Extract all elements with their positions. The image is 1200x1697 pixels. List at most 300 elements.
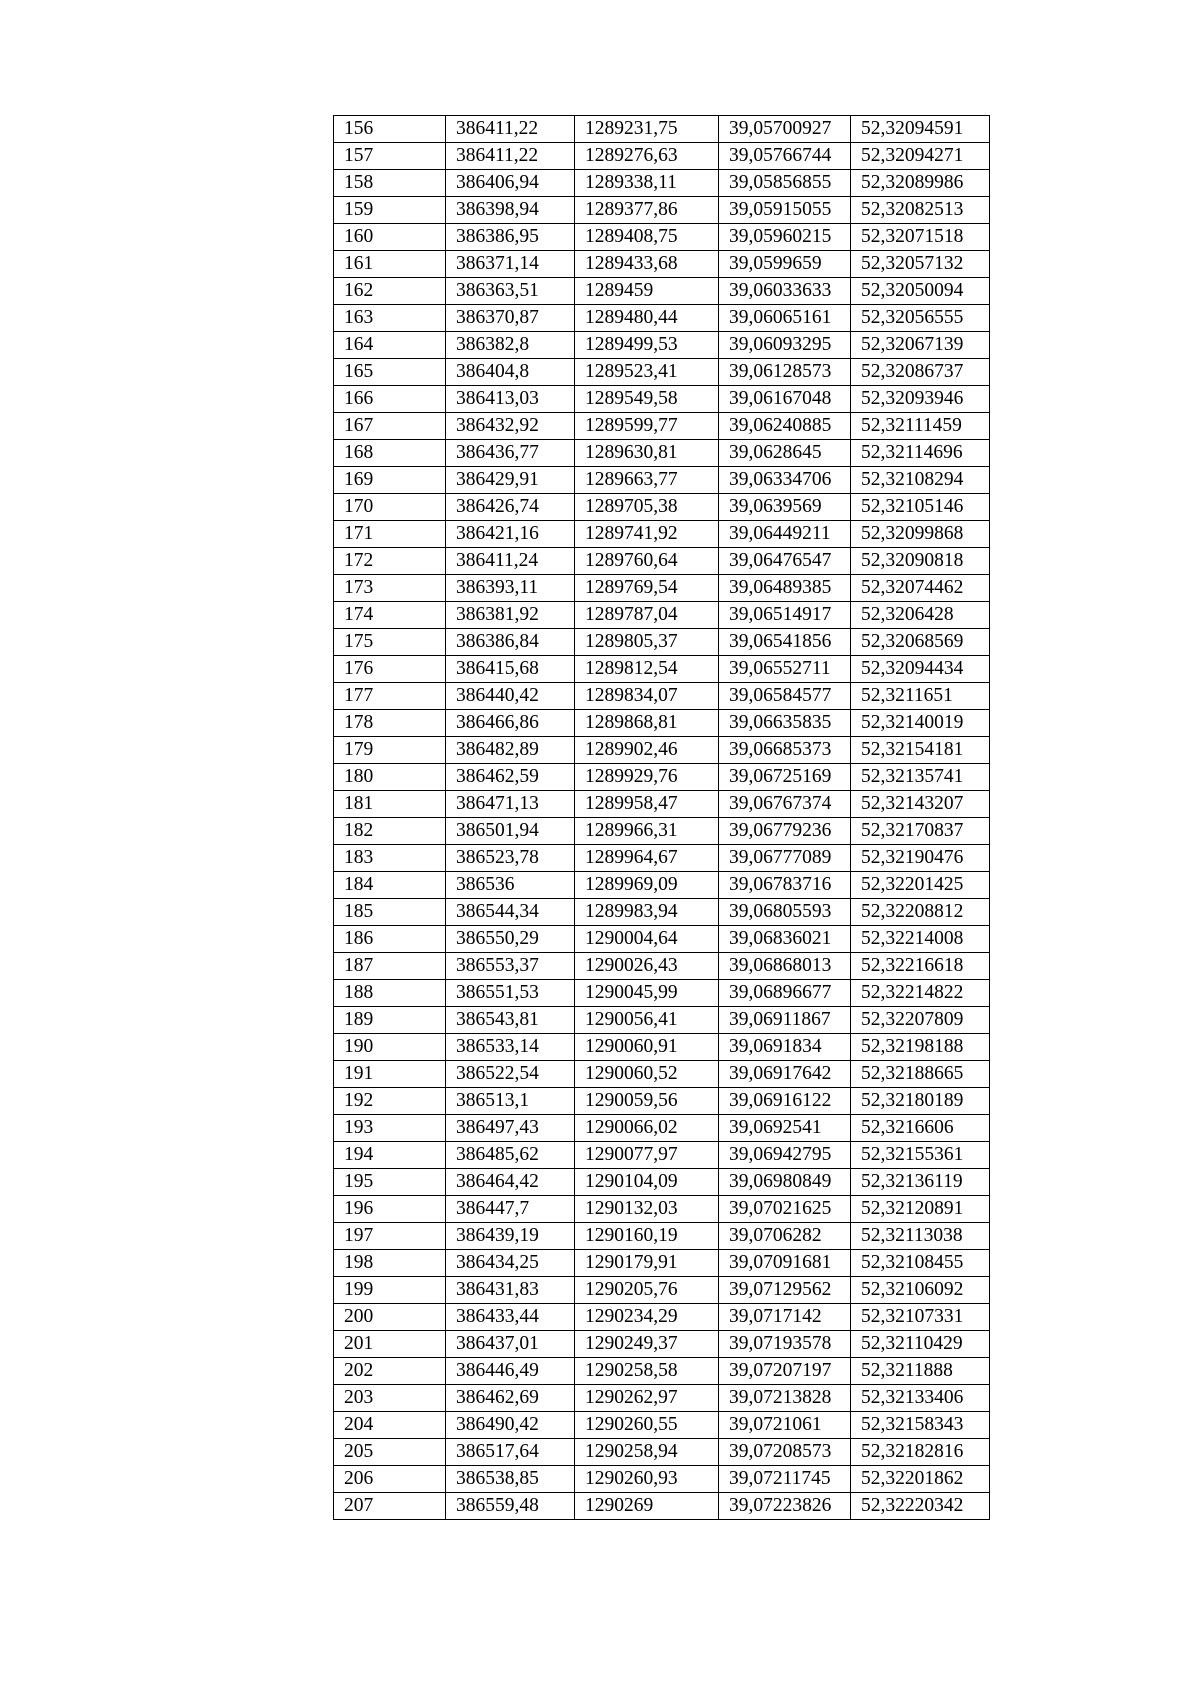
y-coordinate-cell: 1289902,46 xyxy=(575,737,719,764)
point-number-cell: 176 xyxy=(334,656,446,683)
latitude-cell: 52,32214008 xyxy=(851,926,990,953)
latitude-cell: 52,32201862 xyxy=(851,1466,990,1493)
x-coordinate-cell: 386371,14 xyxy=(446,251,575,278)
longitude-cell: 39,06805593 xyxy=(719,899,851,926)
table-row xyxy=(334,332,990,359)
y-coordinate-cell: 1289969,09 xyxy=(575,872,719,899)
latitude-cell: 52,3211651 xyxy=(851,683,990,710)
longitude-cell: 39,07223826 xyxy=(719,1493,851,1520)
x-coordinate-cell: 386370,87 xyxy=(446,305,575,332)
y-coordinate-cell: 1290234,29 xyxy=(575,1304,719,1331)
longitude-cell: 39,07129562 xyxy=(719,1277,851,1304)
latitude-cell: 52,32198188 xyxy=(851,1034,990,1061)
table-row xyxy=(334,1061,990,1088)
latitude-cell: 52,32086737 xyxy=(851,359,990,386)
x-coordinate-cell: 386411,24 xyxy=(446,548,575,575)
table-row xyxy=(334,575,990,602)
latitude-cell: 52,32201425 xyxy=(851,872,990,899)
table-row xyxy=(334,710,990,737)
longitude-cell: 39,0599659 xyxy=(719,251,851,278)
table-row xyxy=(334,818,990,845)
point-number-cell: 194 xyxy=(334,1142,446,1169)
table-row xyxy=(334,548,990,575)
latitude-cell: 52,32057132 xyxy=(851,251,990,278)
longitude-cell: 39,06783716 xyxy=(719,872,851,899)
y-coordinate-cell: 1290260,55 xyxy=(575,1412,719,1439)
y-coordinate-cell: 1289769,54 xyxy=(575,575,719,602)
y-coordinate-cell: 1289459 xyxy=(575,278,719,305)
latitude-cell: 52,32208812 xyxy=(851,899,990,926)
point-number-cell: 181 xyxy=(334,791,446,818)
latitude-cell: 52,32106092 xyxy=(851,1277,990,1304)
table-row xyxy=(334,224,990,251)
x-coordinate-cell: 386446,49 xyxy=(446,1358,575,1385)
y-coordinate-cell: 1289499,53 xyxy=(575,332,719,359)
latitude-cell: 52,32114696 xyxy=(851,440,990,467)
y-coordinate-cell: 1290132,03 xyxy=(575,1196,719,1223)
x-coordinate-cell: 386551,53 xyxy=(446,980,575,1007)
y-coordinate-cell: 1290258,94 xyxy=(575,1439,719,1466)
y-coordinate-cell: 1290258,58 xyxy=(575,1358,719,1385)
x-coordinate-cell: 386550,29 xyxy=(446,926,575,953)
point-number-cell: 190 xyxy=(334,1034,446,1061)
longitude-cell: 39,06240885 xyxy=(719,413,851,440)
longitude-cell: 39,06584577 xyxy=(719,683,851,710)
y-coordinate-cell: 1289338,11 xyxy=(575,170,719,197)
x-coordinate-cell: 386436,77 xyxy=(446,440,575,467)
latitude-cell: 52,32067139 xyxy=(851,332,990,359)
y-coordinate-cell: 1290045,99 xyxy=(575,980,719,1007)
x-coordinate-cell: 386393,11 xyxy=(446,575,575,602)
latitude-cell: 52,32107331 xyxy=(851,1304,990,1331)
y-coordinate-cell: 1290179,91 xyxy=(575,1250,719,1277)
latitude-cell: 52,32094591 xyxy=(851,116,990,143)
point-number-cell: 170 xyxy=(334,494,446,521)
table-row xyxy=(334,305,990,332)
latitude-cell: 52,32068569 xyxy=(851,629,990,656)
point-number-cell: 201 xyxy=(334,1331,446,1358)
x-coordinate-cell: 386381,92 xyxy=(446,602,575,629)
point-number-cell: 165 xyxy=(334,359,446,386)
longitude-cell: 39,05960215 xyxy=(719,224,851,251)
longitude-cell: 39,07211745 xyxy=(719,1466,851,1493)
latitude-cell: 52,32074462 xyxy=(851,575,990,602)
y-coordinate-cell: 1289377,86 xyxy=(575,197,719,224)
table-row xyxy=(334,1439,990,1466)
x-coordinate-cell: 386404,8 xyxy=(446,359,575,386)
point-number-cell: 159 xyxy=(334,197,446,224)
latitude-cell: 52,32099868 xyxy=(851,521,990,548)
table-row xyxy=(334,683,990,710)
point-number-cell: 175 xyxy=(334,629,446,656)
y-coordinate-cell: 1289599,77 xyxy=(575,413,719,440)
longitude-cell: 39,0706282 xyxy=(719,1223,851,1250)
longitude-cell: 39,0639569 xyxy=(719,494,851,521)
y-coordinate-cell: 1289966,31 xyxy=(575,818,719,845)
latitude-cell: 52,32154181 xyxy=(851,737,990,764)
table-row xyxy=(334,143,990,170)
y-coordinate-cell: 1289787,04 xyxy=(575,602,719,629)
x-coordinate-cell: 386490,42 xyxy=(446,1412,575,1439)
table-row xyxy=(334,278,990,305)
y-coordinate-cell: 1289760,64 xyxy=(575,548,719,575)
latitude-cell: 52,32113038 xyxy=(851,1223,990,1250)
latitude-cell: 52,32158343 xyxy=(851,1412,990,1439)
y-coordinate-cell: 1289983,94 xyxy=(575,899,719,926)
x-coordinate-cell: 386538,85 xyxy=(446,1466,575,1493)
point-number-cell: 168 xyxy=(334,440,446,467)
x-coordinate-cell: 386433,44 xyxy=(446,1304,575,1331)
latitude-cell: 52,32120891 xyxy=(851,1196,990,1223)
latitude-cell: 52,32155361 xyxy=(851,1142,990,1169)
point-number-cell: 188 xyxy=(334,980,446,1007)
latitude-cell: 52,32093946 xyxy=(851,386,990,413)
table-row xyxy=(334,1034,990,1061)
x-coordinate-cell: 386415,68 xyxy=(446,656,575,683)
y-coordinate-cell: 1289630,81 xyxy=(575,440,719,467)
longitude-cell: 39,06685373 xyxy=(719,737,851,764)
table-row xyxy=(334,872,990,899)
x-coordinate-cell: 386485,62 xyxy=(446,1142,575,1169)
table-row xyxy=(334,602,990,629)
x-coordinate-cell: 386533,14 xyxy=(446,1034,575,1061)
x-coordinate-cell: 386382,8 xyxy=(446,332,575,359)
latitude-cell: 52,32140019 xyxy=(851,710,990,737)
x-coordinate-cell: 386411,22 xyxy=(446,116,575,143)
point-number-cell: 158 xyxy=(334,170,446,197)
table-row xyxy=(334,926,990,953)
point-number-cell: 197 xyxy=(334,1223,446,1250)
table-row xyxy=(334,1412,990,1439)
x-coordinate-cell: 386411,22 xyxy=(446,143,575,170)
longitude-cell: 39,06635835 xyxy=(719,710,851,737)
point-number-cell: 203 xyxy=(334,1385,446,1412)
x-coordinate-cell: 386482,89 xyxy=(446,737,575,764)
point-number-cell: 161 xyxy=(334,251,446,278)
table-row xyxy=(334,764,990,791)
table-row xyxy=(334,116,990,143)
longitude-cell: 39,06167048 xyxy=(719,386,851,413)
table-row xyxy=(334,251,990,278)
x-coordinate-cell: 386501,94 xyxy=(446,818,575,845)
table-row xyxy=(334,521,990,548)
longitude-cell: 39,0692541 xyxy=(719,1115,851,1142)
longitude-cell: 39,06942795 xyxy=(719,1142,851,1169)
point-number-cell: 156 xyxy=(334,116,446,143)
table-row xyxy=(334,494,990,521)
y-coordinate-cell: 1289958,47 xyxy=(575,791,719,818)
x-coordinate-cell: 386426,74 xyxy=(446,494,575,521)
latitude-cell: 52,32214822 xyxy=(851,980,990,1007)
y-coordinate-cell: 1290060,91 xyxy=(575,1034,719,1061)
table-row xyxy=(334,197,990,224)
latitude-cell: 52,32110429 xyxy=(851,1331,990,1358)
x-coordinate-cell: 386440,42 xyxy=(446,683,575,710)
point-number-cell: 171 xyxy=(334,521,446,548)
y-coordinate-cell: 1289705,38 xyxy=(575,494,719,521)
point-number-cell: 193 xyxy=(334,1115,446,1142)
latitude-cell: 52,32143207 xyxy=(851,791,990,818)
latitude-cell: 52,32170837 xyxy=(851,818,990,845)
x-coordinate-cell: 386462,69 xyxy=(446,1385,575,1412)
longitude-cell: 39,06767374 xyxy=(719,791,851,818)
table-row xyxy=(334,1250,990,1277)
x-coordinate-cell: 386464,42 xyxy=(446,1169,575,1196)
x-coordinate-cell: 386471,13 xyxy=(446,791,575,818)
longitude-cell: 39,06476547 xyxy=(719,548,851,575)
latitude-cell: 52,3206428 xyxy=(851,602,990,629)
x-coordinate-cell: 386522,54 xyxy=(446,1061,575,1088)
longitude-cell: 39,06128573 xyxy=(719,359,851,386)
x-coordinate-cell: 386429,91 xyxy=(446,467,575,494)
y-coordinate-cell: 1290104,09 xyxy=(575,1169,719,1196)
y-coordinate-cell: 1290004,64 xyxy=(575,926,719,953)
point-number-cell: 198 xyxy=(334,1250,446,1277)
y-coordinate-cell: 1289812,54 xyxy=(575,656,719,683)
latitude-cell: 52,32094271 xyxy=(851,143,990,170)
y-coordinate-cell: 1290260,93 xyxy=(575,1466,719,1493)
latitude-cell: 52,32190476 xyxy=(851,845,990,872)
point-number-cell: 192 xyxy=(334,1088,446,1115)
longitude-cell: 39,05915055 xyxy=(719,197,851,224)
table-row xyxy=(334,1304,990,1331)
longitude-cell: 39,06777089 xyxy=(719,845,851,872)
latitude-cell: 52,32094434 xyxy=(851,656,990,683)
point-number-cell: 199 xyxy=(334,1277,446,1304)
table-row xyxy=(334,413,990,440)
point-number-cell: 202 xyxy=(334,1358,446,1385)
y-coordinate-cell: 1289964,67 xyxy=(575,845,719,872)
x-coordinate-cell: 386536 xyxy=(446,872,575,899)
x-coordinate-cell: 386517,64 xyxy=(446,1439,575,1466)
table-row xyxy=(334,656,990,683)
y-coordinate-cell: 1289834,07 xyxy=(575,683,719,710)
y-coordinate-cell: 1289549,58 xyxy=(575,386,719,413)
longitude-cell: 39,06093295 xyxy=(719,332,851,359)
x-coordinate-cell: 386437,01 xyxy=(446,1331,575,1358)
y-coordinate-cell: 1289929,76 xyxy=(575,764,719,791)
point-number-cell: 166 xyxy=(334,386,446,413)
point-number-cell: 207 xyxy=(334,1493,446,1520)
longitude-cell: 39,05856855 xyxy=(719,170,851,197)
latitude-cell: 52,32220342 xyxy=(851,1493,990,1520)
latitude-cell: 52,32188665 xyxy=(851,1061,990,1088)
y-coordinate-cell: 1290077,97 xyxy=(575,1142,719,1169)
x-coordinate-cell: 386386,84 xyxy=(446,629,575,656)
table-row xyxy=(334,1088,990,1115)
table-row xyxy=(334,1358,990,1385)
point-number-cell: 189 xyxy=(334,1007,446,1034)
longitude-cell: 39,06449211 xyxy=(719,521,851,548)
point-number-cell: 173 xyxy=(334,575,446,602)
y-coordinate-cell: 1290269 xyxy=(575,1493,719,1520)
latitude-cell: 52,32082513 xyxy=(851,197,990,224)
table-row xyxy=(334,1385,990,1412)
x-coordinate-cell: 386439,19 xyxy=(446,1223,575,1250)
longitude-cell: 39,06514917 xyxy=(719,602,851,629)
longitude-cell: 39,06868013 xyxy=(719,953,851,980)
longitude-cell: 39,0691834 xyxy=(719,1034,851,1061)
y-coordinate-cell: 1290026,43 xyxy=(575,953,719,980)
point-number-cell: 186 xyxy=(334,926,446,953)
table-row xyxy=(334,1196,990,1223)
x-coordinate-cell: 386398,94 xyxy=(446,197,575,224)
y-coordinate-cell: 1289741,92 xyxy=(575,521,719,548)
table-row xyxy=(334,980,990,1007)
y-coordinate-cell: 1290205,76 xyxy=(575,1277,719,1304)
x-coordinate-cell: 386523,78 xyxy=(446,845,575,872)
point-number-cell: 200 xyxy=(334,1304,446,1331)
longitude-cell: 39,06836021 xyxy=(719,926,851,953)
longitude-cell: 39,06334706 xyxy=(719,467,851,494)
x-coordinate-cell: 386543,81 xyxy=(446,1007,575,1034)
y-coordinate-cell: 1290160,19 xyxy=(575,1223,719,1250)
table-row xyxy=(334,359,990,386)
point-number-cell: 191 xyxy=(334,1061,446,1088)
latitude-cell: 52,3216606 xyxy=(851,1115,990,1142)
table-row xyxy=(334,170,990,197)
table-row xyxy=(334,791,990,818)
latitude-cell: 52,3211888 xyxy=(851,1358,990,1385)
longitude-cell: 39,06896677 xyxy=(719,980,851,1007)
point-number-cell: 160 xyxy=(334,224,446,251)
point-number-cell: 179 xyxy=(334,737,446,764)
point-number-cell: 206 xyxy=(334,1466,446,1493)
y-coordinate-cell: 1289868,81 xyxy=(575,710,719,737)
y-coordinate-cell: 1290249,37 xyxy=(575,1331,719,1358)
y-coordinate-cell: 1289480,44 xyxy=(575,305,719,332)
longitude-cell: 39,05700927 xyxy=(719,116,851,143)
longitude-cell: 39,07091681 xyxy=(719,1250,851,1277)
point-number-cell: 164 xyxy=(334,332,446,359)
y-coordinate-cell: 1290066,02 xyxy=(575,1115,719,1142)
table-row xyxy=(334,953,990,980)
y-coordinate-cell: 1289231,75 xyxy=(575,116,719,143)
table-row xyxy=(334,737,990,764)
point-number-cell: 163 xyxy=(334,305,446,332)
x-coordinate-cell: 386559,48 xyxy=(446,1493,575,1520)
longitude-cell: 39,07213828 xyxy=(719,1385,851,1412)
x-coordinate-cell: 386431,83 xyxy=(446,1277,575,1304)
table-row xyxy=(334,629,990,656)
y-coordinate-cell: 1289408,75 xyxy=(575,224,719,251)
longitude-cell: 39,07193578 xyxy=(719,1331,851,1358)
longitude-cell: 39,06033633 xyxy=(719,278,851,305)
x-coordinate-cell: 386497,43 xyxy=(446,1115,575,1142)
latitude-cell: 52,32108294 xyxy=(851,467,990,494)
longitude-cell: 39,06065161 xyxy=(719,305,851,332)
latitude-cell: 52,32089986 xyxy=(851,170,990,197)
coordinates-table-body xyxy=(334,116,990,1520)
table-row xyxy=(334,1331,990,1358)
longitude-cell: 39,06916122 xyxy=(719,1088,851,1115)
y-coordinate-cell: 1290060,52 xyxy=(575,1061,719,1088)
y-coordinate-cell: 1289523,41 xyxy=(575,359,719,386)
latitude-cell: 52,32207809 xyxy=(851,1007,990,1034)
longitude-cell: 39,0721061 xyxy=(719,1412,851,1439)
longitude-cell: 39,06779236 xyxy=(719,818,851,845)
x-coordinate-cell: 386406,94 xyxy=(446,170,575,197)
latitude-cell: 52,32136119 xyxy=(851,1169,990,1196)
x-coordinate-cell: 386434,25 xyxy=(446,1250,575,1277)
x-coordinate-cell: 386386,95 xyxy=(446,224,575,251)
longitude-cell: 39,06541856 xyxy=(719,629,851,656)
x-coordinate-cell: 386447,7 xyxy=(446,1196,575,1223)
point-number-cell: 196 xyxy=(334,1196,446,1223)
point-number-cell: 183 xyxy=(334,845,446,872)
table-row xyxy=(334,467,990,494)
point-number-cell: 162 xyxy=(334,278,446,305)
point-number-cell: 184 xyxy=(334,872,446,899)
x-coordinate-cell: 386544,34 xyxy=(446,899,575,926)
point-number-cell: 177 xyxy=(334,683,446,710)
latitude-cell: 52,32108455 xyxy=(851,1250,990,1277)
y-coordinate-cell: 1290059,56 xyxy=(575,1088,719,1115)
latitude-cell: 52,32071518 xyxy=(851,224,990,251)
longitude-cell: 39,06552711 xyxy=(719,656,851,683)
point-number-cell: 204 xyxy=(334,1412,446,1439)
table-row xyxy=(334,1277,990,1304)
longitude-cell: 39,0628645 xyxy=(719,440,851,467)
point-number-cell: 178 xyxy=(334,710,446,737)
x-coordinate-cell: 386466,86 xyxy=(446,710,575,737)
y-coordinate-cell: 1289805,37 xyxy=(575,629,719,656)
longitude-cell: 39,06489385 xyxy=(719,575,851,602)
latitude-cell: 52,32133406 xyxy=(851,1385,990,1412)
point-number-cell: 205 xyxy=(334,1439,446,1466)
table-row xyxy=(334,1223,990,1250)
latitude-cell: 52,32111459 xyxy=(851,413,990,440)
latitude-cell: 52,32056555 xyxy=(851,305,990,332)
longitude-cell: 39,06980849 xyxy=(719,1169,851,1196)
table-row xyxy=(334,1169,990,1196)
latitude-cell: 52,32105146 xyxy=(851,494,990,521)
table-row xyxy=(334,899,990,926)
point-number-cell: 157 xyxy=(334,143,446,170)
longitude-cell: 39,07208573 xyxy=(719,1439,851,1466)
latitude-cell: 52,32216618 xyxy=(851,953,990,980)
x-coordinate-cell: 386553,37 xyxy=(446,953,575,980)
table-row xyxy=(334,1007,990,1034)
x-coordinate-cell: 386513,1 xyxy=(446,1088,575,1115)
latitude-cell: 52,32090818 xyxy=(851,548,990,575)
longitude-cell: 39,07021625 xyxy=(719,1196,851,1223)
y-coordinate-cell: 1289663,77 xyxy=(575,467,719,494)
latitude-cell: 52,32050094 xyxy=(851,278,990,305)
latitude-cell: 52,32180189 xyxy=(851,1088,990,1115)
table-row xyxy=(334,440,990,467)
y-coordinate-cell: 1290056,41 xyxy=(575,1007,719,1034)
longitude-cell: 39,05766744 xyxy=(719,143,851,170)
x-coordinate-cell: 386462,59 xyxy=(446,764,575,791)
x-coordinate-cell: 386413,03 xyxy=(446,386,575,413)
table-row xyxy=(334,1115,990,1142)
y-coordinate-cell: 1289276,63 xyxy=(575,143,719,170)
longitude-cell: 39,06917642 xyxy=(719,1061,851,1088)
point-number-cell: 187 xyxy=(334,953,446,980)
table-row xyxy=(334,845,990,872)
y-coordinate-cell: 1290262,97 xyxy=(575,1385,719,1412)
point-number-cell: 167 xyxy=(334,413,446,440)
longitude-cell: 39,06725169 xyxy=(719,764,851,791)
y-coordinate-cell: 1289433,68 xyxy=(575,251,719,278)
table-row xyxy=(334,386,990,413)
longitude-cell: 39,06911867 xyxy=(719,1007,851,1034)
point-number-cell: 185 xyxy=(334,899,446,926)
table-row xyxy=(334,1493,990,1520)
point-number-cell: 174 xyxy=(334,602,446,629)
x-coordinate-cell: 386363,51 xyxy=(446,278,575,305)
